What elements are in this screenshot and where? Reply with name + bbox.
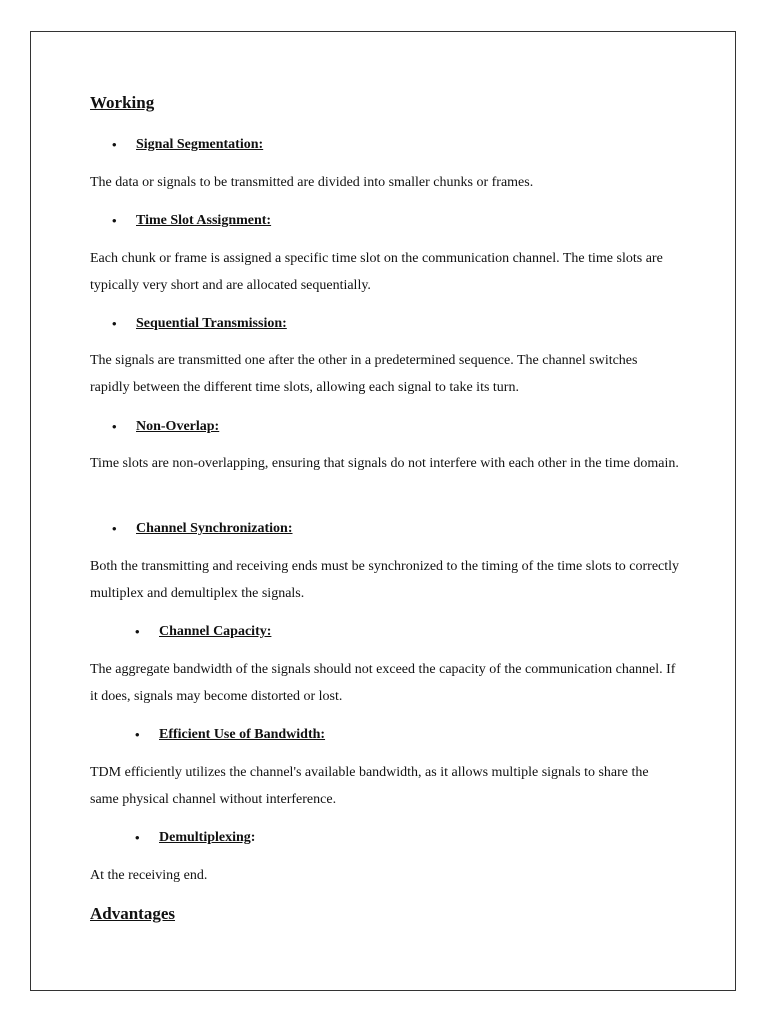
bullet-title: Signal Segmentation: (136, 137, 264, 152)
paragraph-signal-segmentation: The data or signals to be transmitted are divided into smaller chunks or frames. (90, 175, 534, 190)
paragraph-channel-synchronization: Both the transmitting and receiving ends must be synchronized to the timing of the time slots to correctly multiplex and demultiplex the signals. (90, 559, 680, 601)
paragraph-time-slot-assignment: Each chunk or frame is assigned a specific time slot on the communication channel. The time slots are typically very short and are allocated sequentially. (90, 251, 663, 293)
bullet-title: Channel Capacity: (159, 624, 272, 639)
bullet-icon: • (112, 137, 117, 152)
bullet-icon: • (112, 316, 117, 331)
bullet-title: Efficient Use of Bandwidth: (159, 727, 326, 742)
advantages-heading: Advantages (90, 904, 176, 923)
bullet-icon: • (135, 830, 140, 845)
bullet-title: Time Slot Assignment: (136, 213, 272, 228)
working-heading: Working (90, 93, 155, 112)
paragraph-channel-capacity: The aggregate bandwidth of the signals should not exceed the capacity of the communication channel. If it does, signals may become distorted or lost. (90, 662, 676, 704)
bullet-title: Channel Synchronization: (136, 521, 293, 536)
bullet-icon: • (135, 727, 140, 742)
bullet-title-colon: : (250, 830, 256, 845)
bullet-title (159, 830, 251, 846)
bullet-icon: • (112, 419, 117, 434)
bullet-title-text: Demultiplexing (159, 830, 251, 845)
bullet-icon: • (135, 624, 140, 639)
bullet-icon: • (112, 213, 117, 228)
paragraph-sequential-transmission: The signals are transmitted one after the other in a predetermined sequence. The channel switches rapidly between the different time slots, allowing each signal to take its turn. (90, 353, 638, 395)
bullet-title: Sequential Transmission: (136, 316, 287, 331)
bullet-icon: • (112, 521, 117, 536)
paragraph-non-overlap: Time slots are non-overlapping, ensuring that signals do not interfere with each other in the time domain. (90, 456, 679, 471)
paragraph-efficient-use-of-bandwidth: TDM efficiently utilizes the channel's available bandwidth, as it allows multiple signals to share the same physical channel without interference. (90, 765, 649, 807)
paragraph-demultiplexing: At the receiving end. (90, 868, 208, 883)
bullet-title: Non-Overlap: (136, 419, 220, 434)
